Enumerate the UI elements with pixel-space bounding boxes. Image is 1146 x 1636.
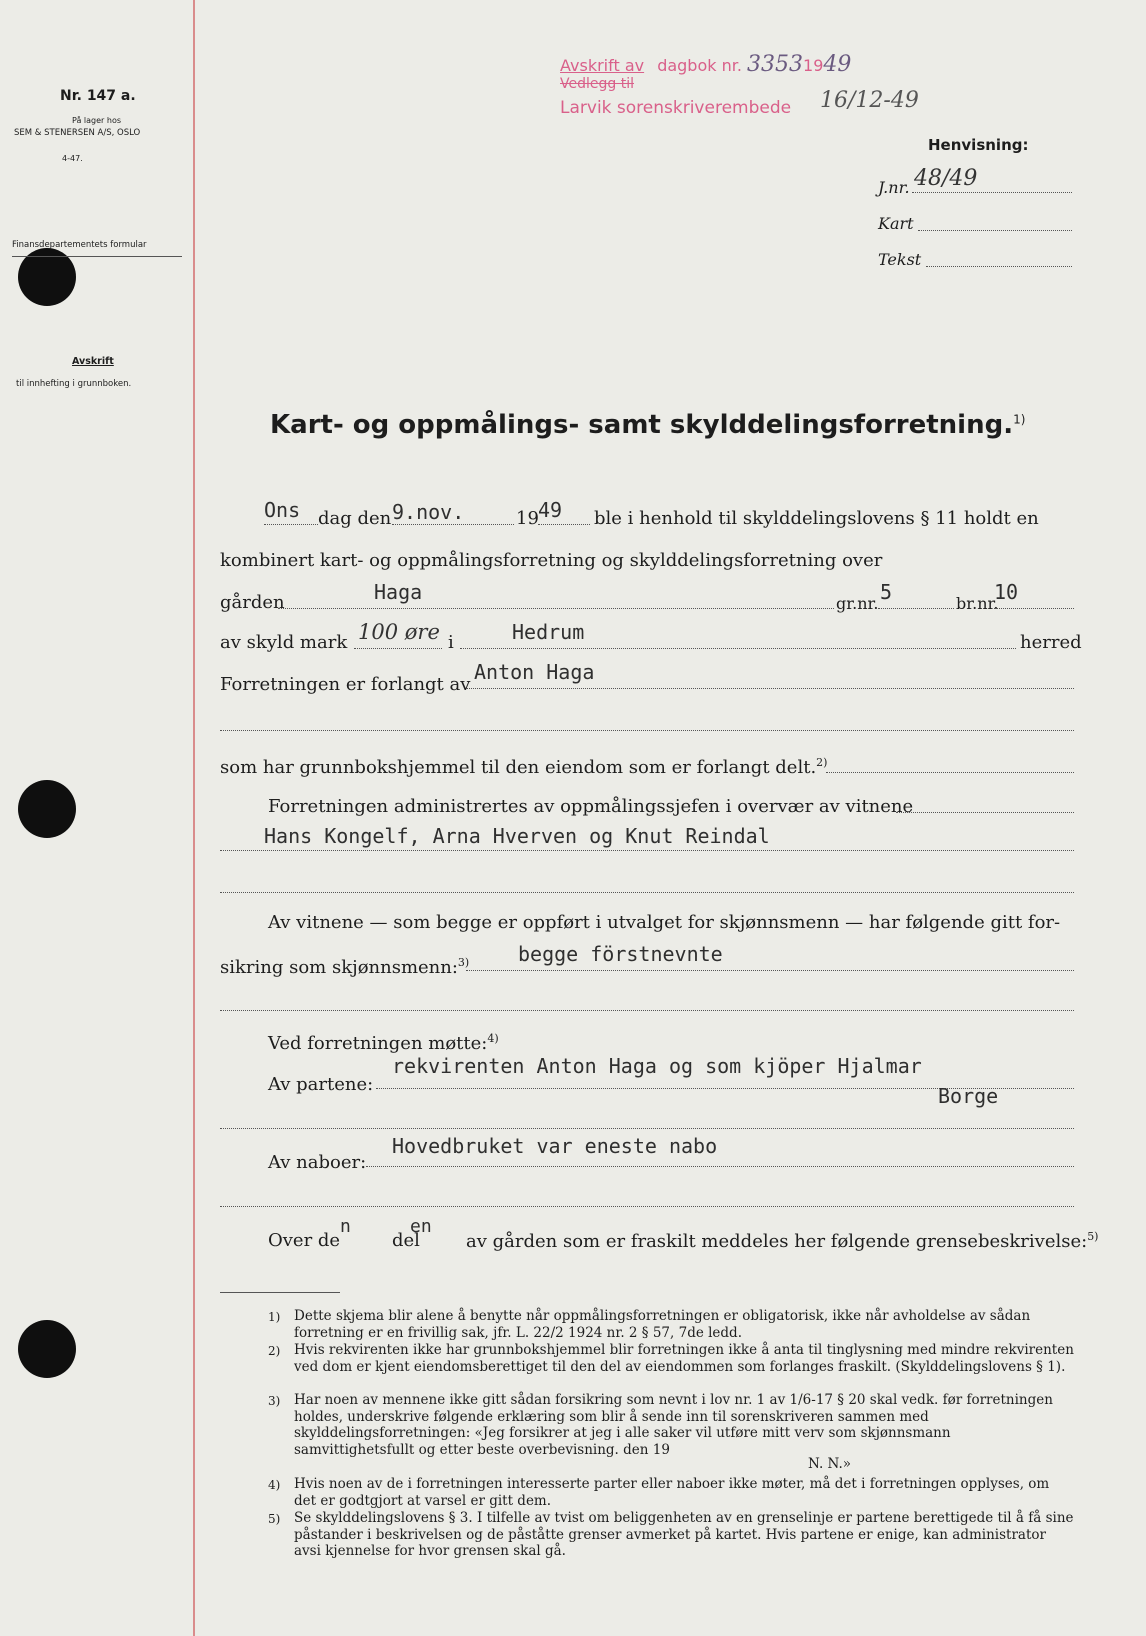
- jnr-value: 48/49: [914, 166, 978, 191]
- publisher-line2: SEM & STENERSEN A/S, OSLO: [14, 128, 141, 138]
- blank-line-1: [220, 730, 1074, 731]
- naboer-label: Av naboer:: [268, 1152, 367, 1173]
- garden-label: gården: [220, 592, 285, 613]
- grnr-label: gr.nr.: [836, 594, 879, 613]
- over-label: Over de: [268, 1230, 341, 1251]
- over-rest-text: av gården som er fraskilt meddeles her følgende grensebeskrivelse:: [466, 1231, 1088, 1252]
- blank-line-2: [220, 892, 1074, 893]
- garden-line: [278, 608, 834, 609]
- kart-label: Kart: [878, 214, 914, 233]
- weekday-value: Ons: [264, 498, 301, 522]
- over-n: n: [340, 1216, 351, 1237]
- naboer-line: [366, 1166, 1074, 1167]
- footnote-4-number: 4): [268, 1478, 281, 1492]
- motte-label: [268, 1032, 499, 1054]
- vitner-line: [466, 970, 1074, 971]
- vitner-label2: [220, 956, 469, 978]
- tekst-line: [926, 266, 1072, 267]
- hjemmel-label: [220, 756, 827, 778]
- intro-line2: kombinert kart- og oppmålingsforretning og skylddelingsforretning over: [220, 550, 883, 571]
- margin-rule: [193, 0, 195, 1636]
- stamp-dagbok-label: dagbok nr.: [657, 56, 742, 75]
- skyld-line: [354, 648, 442, 649]
- forlangt-line: [466, 688, 1074, 689]
- herred-label: herred: [1020, 632, 1082, 653]
- witnesses-value: Hans Kongelf, Arna Hverven og Knut Reindal: [264, 824, 770, 848]
- over-footnote-ref: 5): [1087, 1230, 1099, 1243]
- del-label: del: [392, 1230, 420, 1251]
- stamp-year: 49: [823, 52, 852, 77]
- stamp-line3: Larvik sorenskriverembede: [560, 98, 792, 118]
- naboer-value: Hovedbruket var eneste nabo: [392, 1134, 718, 1158]
- stamp-line2: Vedlegg til: [560, 76, 634, 92]
- intro-rest: ble i henhold til skylddelingslovens § 11 holdt en: [594, 508, 1039, 529]
- footnote-3-number: 3): [268, 1394, 281, 1408]
- forlangt-label: Forretningen er forlangt av: [220, 674, 471, 695]
- blank-line-5: [220, 1206, 1074, 1207]
- weekday-line: [264, 524, 318, 525]
- footnote-2: Hvis rekvirenten ikke har grunnbokshjemmel blir forretningen ikke å anta til tinglysning med mindre rekvirenten ved dom er kjent eiendomsberettiget til den del av eiendommen som forlanges fraskilt. (Skylddelingslovens § 1).: [294, 1342, 1074, 1375]
- vitner-label2-text: sikring som skjønnsmenn:: [220, 957, 458, 978]
- year-line: [538, 524, 590, 525]
- herred-value: Hedrum: [512, 620, 585, 644]
- admin-line: [896, 812, 1074, 813]
- admin-label: Forretningen administrertes av oppmålingssjefen i overvær av vitnene: [268, 796, 914, 817]
- brnr-label: br.nr.: [956, 594, 999, 613]
- witnesses-line: [220, 850, 1074, 851]
- stamp-line1: [560, 52, 851, 77]
- tekst-label: Tekst: [878, 250, 922, 269]
- motte-label-text: Ved forretningen møtte:: [268, 1033, 488, 1054]
- jnr-line: [912, 192, 1072, 193]
- hjemmel-footnote-ref: 2): [816, 756, 828, 769]
- skyld-label: av skyld mark: [220, 632, 348, 653]
- reference-heading: Henvisning:: [928, 136, 1029, 154]
- stamp-year-prefix: 19: [803, 56, 824, 75]
- jnr-label: J.nr.: [878, 178, 910, 197]
- motte-footnote-ref: 4): [487, 1032, 499, 1045]
- punch-hole: [18, 1320, 76, 1378]
- dag-label: dag den: [318, 508, 392, 529]
- vitner-footnote-ref: 3): [457, 956, 470, 969]
- del-en: en: [410, 1216, 432, 1237]
- publisher-line1: På lager hos: [72, 116, 121, 125]
- footnote-5: Se skylddelingslovens § 3. I tilfelle av tvist om beliggenheten av en grenselinje er partene berettigede til å få sine påstander i beskrivelsen og de påståtte grenser avmerket på kartet. Hvis partene er enige, kan administrator avsi kjennelse for hvor grensen skal gå.: [294, 1510, 1074, 1559]
- hjemmel-line: [826, 772, 1074, 773]
- page-title: [270, 410, 1025, 440]
- year-prefix: 19: [516, 508, 539, 529]
- footnote-1: Dette skjema blir alene å benytte når oppmålingsforretningen er obligatorisk, ikke når avholdelse av sådan forretning er en frivillig sak, jfr. L. 22/2 1924 nr. 2 § 57, 7de ledd.: [294, 1308, 1031, 1341]
- footnote-4: Hvis noen av de i forretningen interesserte parter eller naboer ikke møter, må det i forretningen opplyses, om det er godtgjort at varsel er gitt dem.: [294, 1476, 1050, 1509]
- footnote-2-number: 2): [268, 1344, 281, 1358]
- copy-label: Avskrift: [72, 356, 114, 367]
- partene-value-line1: rekvirenten Anton Haga og som kjöper Hjalmar: [392, 1054, 922, 1078]
- footnote-5-number: 5): [268, 1512, 281, 1526]
- grnr-value: 5: [880, 580, 893, 604]
- ministry-label: Finansdepartementets formular: [12, 240, 147, 250]
- grnr-line: [878, 608, 954, 609]
- footnote-3-signature: N. N.»: [808, 1456, 852, 1472]
- vitner-value: begge förstnevnte: [518, 942, 723, 966]
- skyld-value: 100 øre: [358, 620, 440, 644]
- form-number: Nr. 147 a.: [60, 88, 136, 104]
- footnote-1-number: 1): [268, 1310, 281, 1324]
- ministry-rule: [12, 256, 182, 257]
- title-footnote-ref: 1): [1013, 412, 1026, 427]
- partene-label: Av partene:: [268, 1074, 374, 1095]
- hjemmel-text: som har grunnbokshjemmel til den eiendom som er forlangt delt.: [220, 757, 817, 778]
- forlangt-value: Anton Haga: [474, 660, 595, 684]
- kart-line: [918, 230, 1072, 231]
- footnote-3: Har noen av mennene ikke gitt sådan forsikring som nevnt i lov nr. 1 av 1/6-17 § 20 skal vedk. før forretningen holdes, underskrive følgende erklæring som blir å sende inn til sorenskriveren sammen med skylddelingsforretningen: «Jeg forsikrer at jeg i alle saker vil utføre mitt verv som skjønnsmann samvittighetsfullt og etter beste overbevisning. den 19: [294, 1392, 1053, 1458]
- garden-value: Haga: [374, 580, 423, 604]
- stamp-date: 16/12-49: [820, 88, 919, 113]
- blank-line-4: [220, 1128, 1074, 1129]
- year-value: 49: [538, 498, 563, 522]
- footnote-rule: [220, 1292, 340, 1293]
- partene-value-line2: Borge: [938, 1084, 999, 1108]
- vitner-label1: Av vitnene — som begge er oppført i utvalget for skjønnsmenn — har følgende gitt for-: [268, 912, 1061, 933]
- page-title-text: Kart- og oppmålings- samt skylddelingsforretning.: [270, 410, 1014, 440]
- form-edition: 4-47.: [62, 154, 83, 163]
- over-rest: [466, 1230, 1098, 1252]
- stamp-copy-label: Avskrift av: [560, 56, 645, 75]
- stamp-dagbok-number: 3353: [747, 52, 804, 77]
- blank-line-3: [220, 1010, 1074, 1011]
- brnr-value: 10: [994, 580, 1019, 604]
- i-label: i: [448, 632, 454, 653]
- brnr-line: [994, 608, 1074, 609]
- copy-note: til innhefting i grunnboken.: [16, 379, 132, 389]
- date-value: 9.nov.: [392, 500, 465, 524]
- herred-line: [460, 648, 1016, 649]
- punch-hole: [18, 780, 76, 838]
- date-line: [392, 524, 514, 525]
